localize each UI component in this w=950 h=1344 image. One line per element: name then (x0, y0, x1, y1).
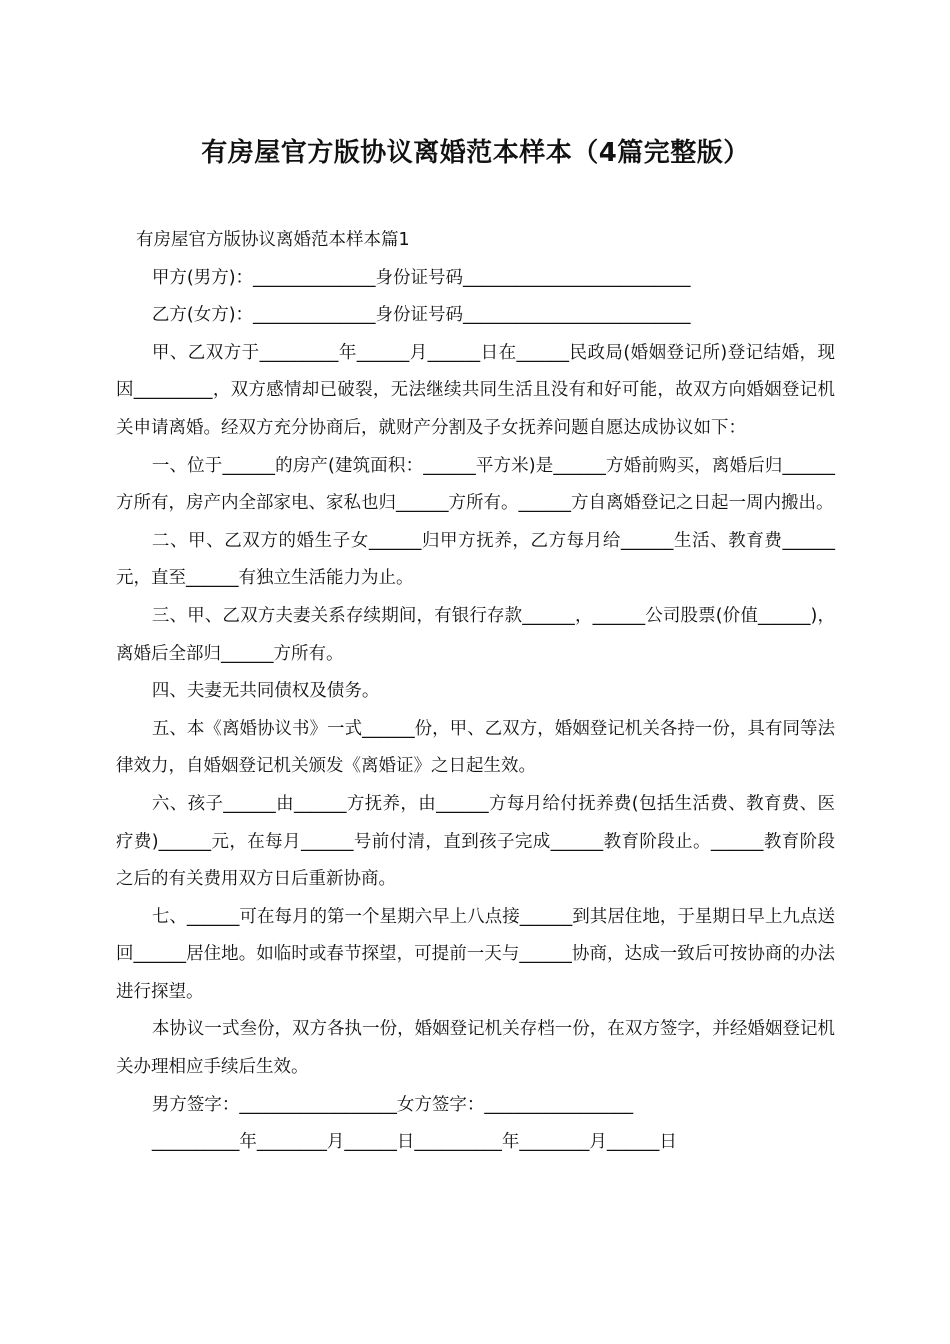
document-title: 有房屋官方版协议离婚范本样本（4篇完整版） (201, 138, 750, 168)
signature-line: 男方签字：__________________女方签字：_________________ (151, 1094, 634, 1115)
clause-2-child-support: 二、甲、乙双方的婚生子女______归甲方抚养，乙方每月给______生活、教育费______元，直至______有独立生活能力为止。 (116, 530, 835, 589)
closing-paragraph: 本协议一式叁份，双方各执一份，婚姻登记机关存档一份，在双方签字，并经婚姻登记机关办理相应手续后生效。 (116, 1019, 835, 1078)
section-heading: 有房屋官方版协议离婚范本样本篇1 (136, 230, 410, 250)
clause-6-custody: 六、孩子______由______方抚养，由______方每月给付抚养费(包括生活费、教育费、医疗费)______元，在每月______号前付清，直到孩子完成______教育阶段止。______教育阶段之后的有关费用双方日后重新协商。 (116, 793, 835, 890)
party-b-line: 乙方(女方)：______________身份证号码__________________________ (151, 305, 691, 326)
preamble-paragraph: 甲、乙双方于_________年______月______日在______民政局(婚姻登记所)登记结婚，现因_________，双方感情却已破裂，无法继续共同生活且没有和好可能，故双方向婚姻登记机关申请离婚。经双方充分协商后，就财产分割及子女抚养问题自愿达成协议如下： (116, 342, 835, 438)
clause-1-property: 一、位于______的房产(建筑面积：______平方米)是______方婚前购买，离婚后归______方所有，房产内全部家电、家私也归______方所有。______方自离婚登记之日起一周内搬出。 (116, 455, 835, 514)
clause-3-assets: 三、甲、乙双方夫妻关系存续期间，有银行存款______，______公司股票(价值______)，离婚后全部归______方所有。 (116, 605, 835, 664)
clause-5-copies: 五、本《离婚协议书》一式______份，甲、乙双方，婚姻登记机关各持一份，具有同等法律效力，自婚姻登记机关颁发《离婚证》之日起生效。 (116, 718, 835, 777)
clause-7-visitation: 七、______可在每月的第一个星期六早上八点接______到其居住地，于星期日早上九点送回______居住地。如临时或春节探望，可提前一天与______协商，达成一致后可按协商的办法进行探望。 (116, 906, 835, 1002)
party-a-line: 甲方(男方)：______________身份证号码__________________________ (151, 267, 691, 288)
clause-4-debts: 四、夫妻无共同债权及债务。 (151, 681, 380, 702)
document-body (116, 222, 835, 1162)
date-line: __________年________月______日__________年________月______日 (151, 1132, 677, 1153)
